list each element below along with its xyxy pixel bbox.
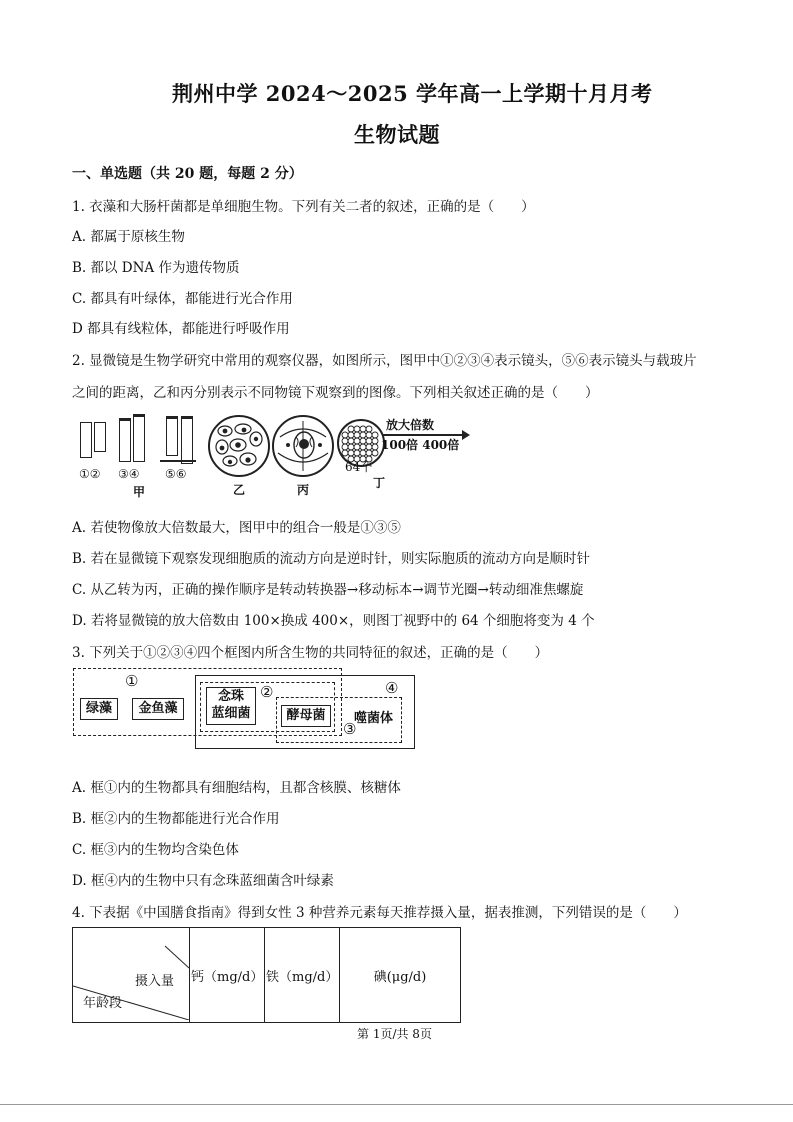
question-3-option-d: D. 框④内的生物中只有念珠蓝细菌含叶绿素: [72, 873, 334, 889]
lens-label-12: ①②: [79, 467, 101, 481]
eyepiece-lens-2: [94, 422, 106, 452]
question-2-option-b: B. 若在显微镜下观察发现细胞质的流动方向是逆时针，则实际胞质的流动方向是顺时针: [72, 551, 591, 567]
nostoc-label-line2: 蓝细菌: [211, 706, 251, 721]
table-header-iron: 铁（mg/d）: [265, 928, 340, 1023]
table-corner-cell: [73, 928, 190, 1023]
question-3-option-b: B. 框②内的生物都能进行光合作用: [72, 811, 280, 827]
nostoc-label-line1: 念珠: [217, 689, 244, 704]
nutrient-table: [72, 927, 461, 1023]
frame-3-number: ③: [343, 720, 357, 738]
magnification-title: 放大倍数: [386, 418, 435, 432]
question-2-option-c: C. 从乙转为丙，正确的操作顺序是转动转换器→移动标本→调节光圈→转动细准焦螺旋: [72, 582, 584, 598]
question-4-stem: 4. 下表据《中国膳食指南》得到女性 3 种营养元素每天推荐摄入量，据表推测，下列错误的是（ ）: [72, 905, 687, 921]
organism-nostoc: [206, 687, 256, 725]
table-row: [73, 928, 461, 1023]
question-1-option-d: D 都具有线粒体，都能进行呼吸作用: [72, 321, 290, 337]
footer-divider: [0, 1104, 793, 1105]
cells-yi-drawing: [210, 417, 268, 475]
organism-hornwort: 金鱼藻: [132, 698, 184, 720]
magnification-values: 100倍 400倍: [381, 438, 460, 452]
objective-distance-6: [181, 416, 193, 464]
exam-title: 荆州中学 2024～2025 学年高一上学期十月月考: [172, 81, 653, 106]
question-2-stem-line2: 之间的距离，乙和丙分别表示不同物镜下观察到的图像。下列相关叙述正确的是（ ）: [72, 385, 599, 401]
question-1-stem: 1. 衣藻和大肠杆菌都是单细胞生物。下列有关二者的叙述，正确的是（ ）: [72, 199, 535, 215]
eyepiece-lens-1: [80, 422, 92, 458]
exam-subtitle: 生物试题: [354, 122, 440, 147]
question-3-stem: 3. 下列关于①②③④四个框图内所含生物的共同特征的叙述，正确的是（ ）: [72, 645, 549, 661]
organism-green-algae: 绿藻: [80, 698, 118, 720]
question-1-option-a: A. 都属于原核生物: [72, 229, 185, 245]
slide-line: [160, 460, 196, 462]
objective-lens-3: [119, 418, 131, 462]
view-yi-circle: [208, 415, 270, 477]
page-footer: 第 1页/共 8页: [357, 1027, 432, 1041]
frame-4-number: ④: [385, 679, 399, 697]
objective-lens-4: [133, 414, 145, 462]
table-corner-bottom: 年龄段: [83, 996, 123, 1011]
question-2-stem-line1: 2. 显微镜是生物学研究中常用的观察仪器，如图所示，图甲中①②③④表示镜头，⑤⑥表示镜头与载玻片: [72, 353, 697, 369]
section-heading: 一、单选题（共 20 题，每题 2 分）: [72, 166, 303, 182]
organism-phage: 噬菌体: [354, 711, 394, 726]
figure-jia-label: 甲: [133, 485, 146, 499]
frame-1-number: ①: [125, 672, 139, 690]
question-1-option-b: B. 都以 DNA 作为遗传物质: [72, 260, 240, 276]
question-3-option-a: A. 框①内的生物都具有细胞结构，且都含核膜、核糖体: [72, 780, 401, 796]
table-header-iodine: 碘(μg/d): [340, 928, 461, 1023]
view-bing-circle: [272, 415, 334, 477]
objective-distance-5: [166, 416, 178, 456]
table-header-calcium: 钙（mg/d）: [190, 928, 265, 1023]
frame-2-number: ②: [260, 683, 274, 701]
cells-bing-drawing: [274, 417, 332, 475]
lens-label-56: ⑤⑥: [165, 467, 187, 481]
lens-label-34: ③④: [118, 467, 140, 481]
question-2-option-d: D. 若将显微镜的放大倍数由 100×换成 400×，则图丁视野中的 64 个细胞将变为 4 个: [72, 613, 595, 629]
organism-yeast: 酵母菌: [281, 705, 331, 727]
question-2-option-a: A. 若使物像放大倍数最大，图甲中的组合一般是①③⑤: [72, 520, 401, 536]
question-1-option-c: C. 都具有叶绿体，都能进行光合作用: [72, 291, 293, 307]
figure-yi-label: 乙: [233, 483, 246, 497]
figure-bing-label: 丙: [297, 483, 310, 497]
question-3-option-c: C. 框③内的生物均含染色体: [72, 842, 239, 858]
ding-cell-count: 64个: [345, 460, 373, 474]
figure-ding-label: 丁: [373, 476, 386, 490]
table-corner-top: 摄入量: [135, 974, 175, 989]
